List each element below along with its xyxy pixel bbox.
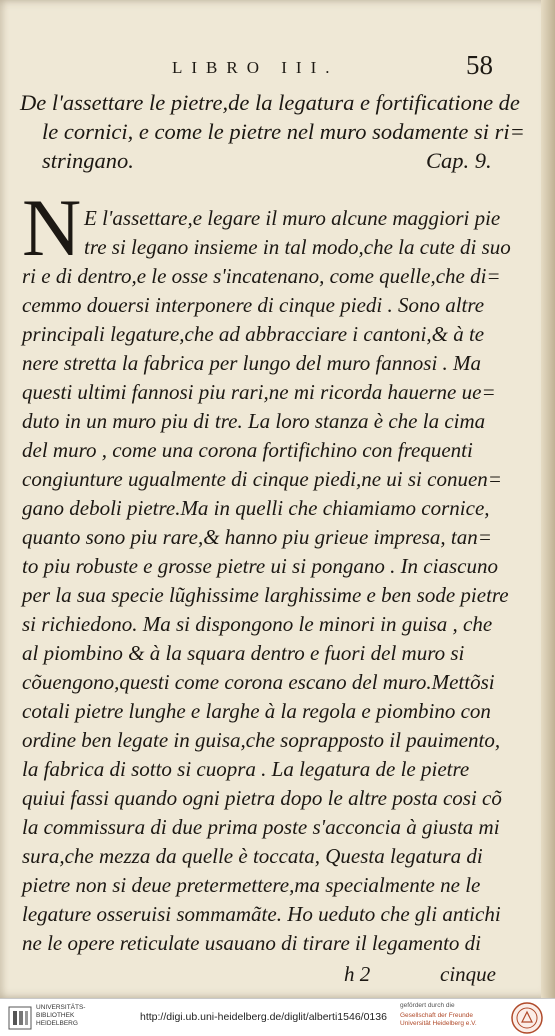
text-line: nere stretta la fabrica per lungo del muro fannosi . Ma (22, 351, 482, 375)
university-seal-icon (511, 1002, 543, 1034)
text-line: pietre non si deue pretermettere,ma specialmente ne le (22, 873, 481, 897)
text-line: del muro , come una corona fortifichino con frequenti (22, 438, 473, 462)
chapter-title-line: De l'assettare le pietre,de la legatura e fortificatione de (20, 90, 520, 115)
text-line: quiui fassi quando ogni pietra dopo le altre posta cosi cõ (22, 786, 502, 810)
text-line: per la sua specie lũghissime larghissime e ben sode pietre (22, 583, 509, 607)
text-line: ri e di dentro,e le osse s'incatenano, come quelle,che di= (22, 264, 501, 288)
text-line: congiunture ugualmente di cinque piedi,ne ui si conuen= (22, 467, 502, 491)
page-header (0, 50, 555, 90)
text-line: cemmo douersi interponere di cinque piedi . Sono altre (22, 293, 485, 317)
signature-mark: h 2 (344, 962, 371, 986)
text-line: ordine ben legate in guisa,che soprapposto il pauimento, (22, 728, 501, 752)
text-line: gano deboli pietre.Ma in quelli che chiamiamo cornice, (22, 496, 490, 520)
text-line: cotali pietre lunghe e larghe à la regola e piombino con (22, 699, 491, 723)
text-line: sura,che mezza da quelle è toccata, Questa legatura di (22, 844, 483, 868)
text-line: principali legature,che ad abbracciare i cantoni,& à te (22, 322, 485, 346)
text-line: si richiedono. Ma si dispongono le minori in guisa , che (22, 612, 493, 636)
text-line: ne le opere reticulate usauano di tirare il legamento di (22, 931, 481, 955)
text-line: duto in un muro piu di tre. La loro stanza è che la cima (22, 409, 486, 433)
text-line: la fabrica di sotto si cuopra . La legatura de le pietre (22, 757, 470, 781)
folio-number: 58 (466, 50, 493, 80)
text-line: to piu robuste e grosse pietre ui si pongano . In ciascuno (22, 554, 498, 578)
chapter-title-line: stringano. (42, 148, 134, 173)
text-line: E l'assettare,e legare il muro alcune maggiori pie (84, 206, 501, 230)
chapter-label: Cap. 9. (426, 148, 492, 173)
catchword: cinque (440, 962, 496, 986)
viewer-footer (0, 998, 555, 1036)
text-line: questi ultimi fannosi piu rari,ne mi ricorda hauerne ue= (22, 380, 496, 404)
drop-capital: N (22, 182, 82, 273)
text-line: legature osseruisi sommamãte. Ho ueduto che gli antichi (22, 902, 501, 926)
text-line: al piombino & à la squara dentro e fuori del muro si (22, 641, 465, 665)
running-head: LIBRO III. (172, 58, 339, 77)
sponsor-name: Gesellschaft der Freunde Universität Heidelberg e.V. (400, 1012, 477, 1027)
text-line: la commissura di due prima poste s'acconcia à giusta mi (22, 815, 500, 839)
library-name: UNIVERSITÄTS- BIBLIOTHEK HEIDELBERG (36, 1004, 86, 1027)
text-line: cõuengono,questi come corona escano del muro.Mettõsi (22, 670, 495, 694)
chapter-title-line: le cornici, e come le pietre nel muro sodamente si ri= (42, 119, 525, 144)
permalink[interactable]: http://digi.ub.uni-heidelberg.de/diglit/alberti1546/0136 (140, 1011, 387, 1023)
text-line: tre si legano insieme in tal modo,che la cute di suo (84, 235, 511, 259)
library-logo-icon[interactable] (8, 1005, 32, 1031)
text-line: quanto sono piu rare,& hanno piu grieue impresa, tan= (22, 525, 492, 549)
sponsor-lead: gefördert durch die (400, 1002, 455, 1009)
book-gutter (541, 0, 555, 998)
